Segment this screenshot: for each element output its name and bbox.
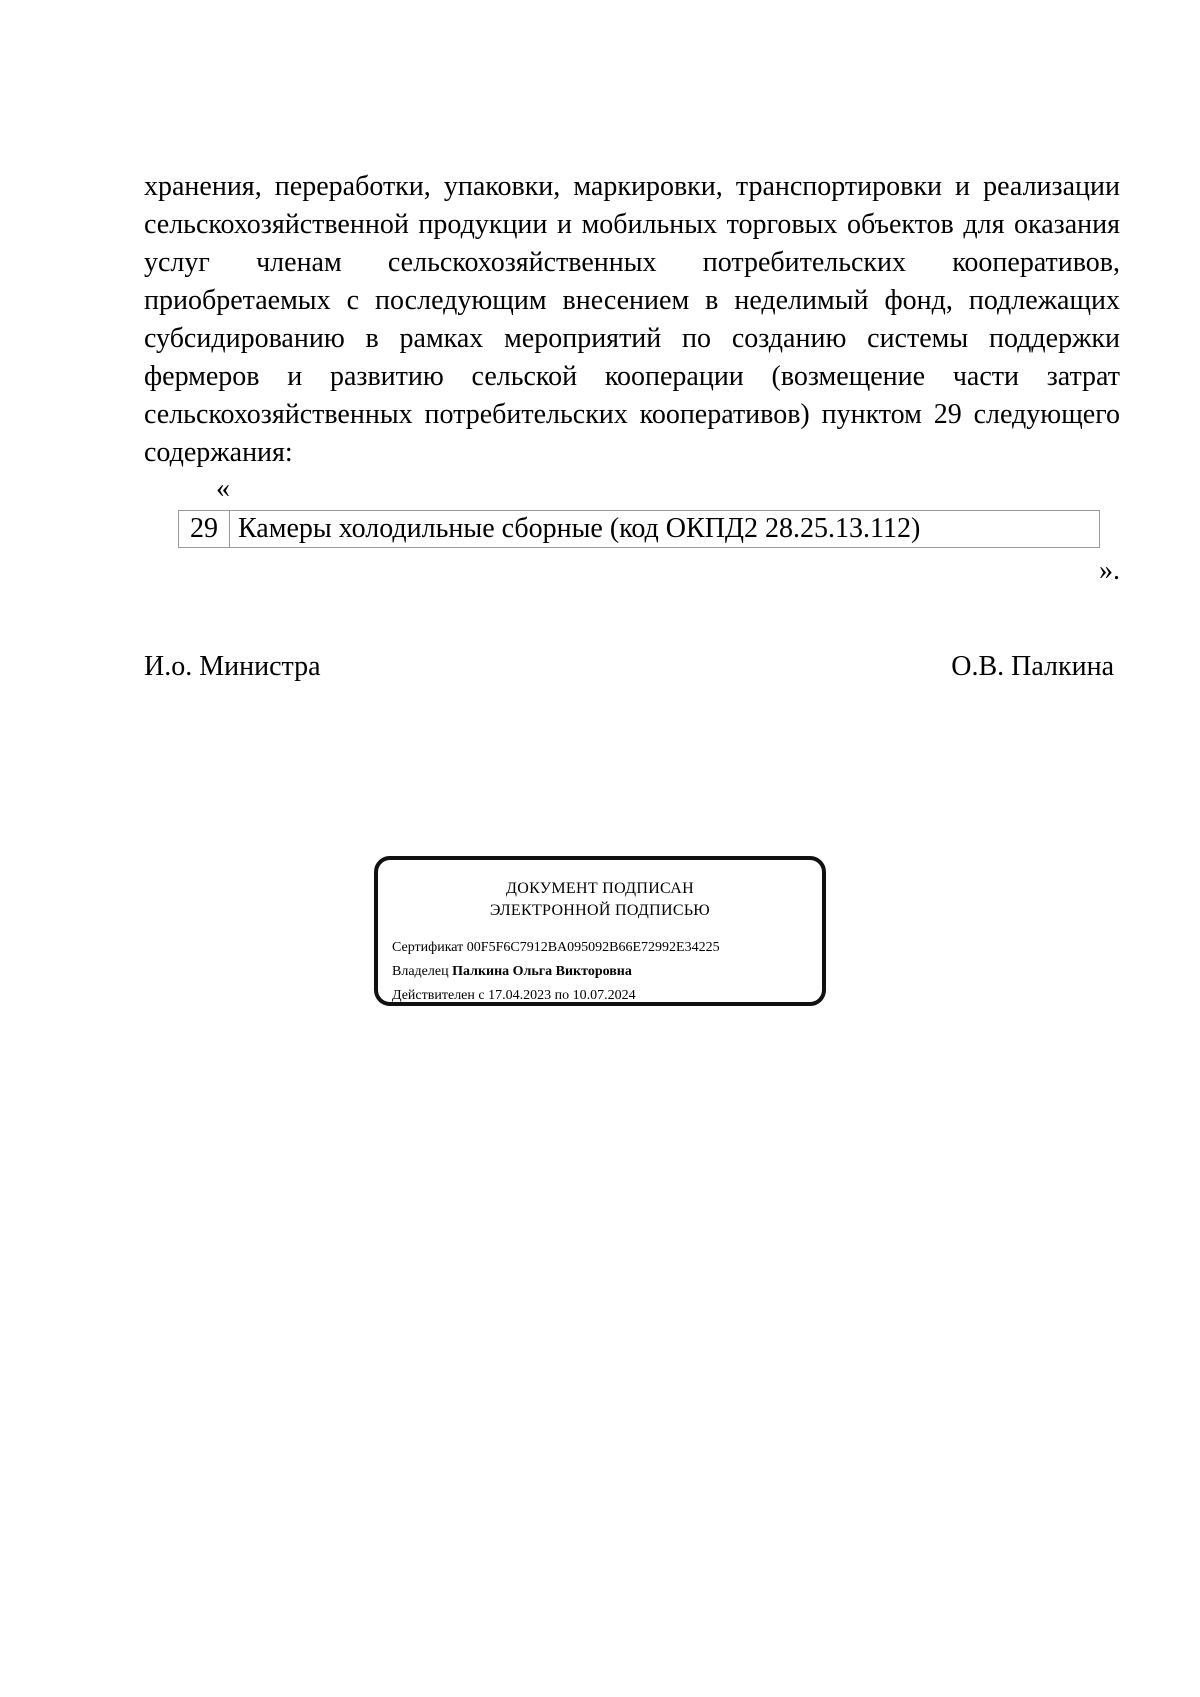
certificate-value: 00F5F6C7912BA095092B66E72992E34225 [466,940,720,955]
owner-label: Владелец [392,964,449,979]
table-row [179,511,1100,548]
owner-value: Палкина Ольга Викторовна [452,964,632,979]
signatory-name: О.В. Палкина [951,651,1114,682]
opening-quote: « [216,473,230,504]
validity-label: Действителен с [392,988,485,1003]
stamp-title-line-2: ЭЛЕКТРОННОЙ ПОДПИСЬЮ [489,902,711,919]
stamp-certificate [392,938,720,958]
electronic-signature-stamp [374,856,826,1006]
certificate-label: Сертификат [392,940,464,955]
closing-quote: ». [1099,555,1120,586]
stamp-title [378,878,822,922]
stamp-title-line-1: ДОКУМЕНТ ПОДПИСАН [506,880,694,897]
stamp-owner [392,962,632,982]
validity-separator: по [554,988,570,1003]
item-number: 29 [179,511,230,548]
body-paragraph: хранения, переработки, упаковки, маркировки, транспортировки и реализации сельскохозяйственной продукции и мобильных торговых объектов для оказания услуг членам сельскохозяйственных потребительских кооперативов, приобретаемых с последующим внесением в неделимый фонд, подлежащих субсидированию в рамках мероприятий по созданию системы поддержки фермеров и развитию сельской кооперации (возмещение части затрат сельскохозяйственных потребительских кооперативов) пунктом 29 следующего содержания: [144,171,1120,468]
inserted-item-table [178,510,1100,548]
item-description: Камеры холодильные сборные (код ОКПД2 28.25.13.112) [230,511,1100,548]
stamp-validity [392,986,636,1006]
validity-from: 17.04.2023 [488,988,552,1003]
validity-to: 10.07.2024 [572,988,636,1003]
signatory-position: И.о. Министра [144,651,321,682]
